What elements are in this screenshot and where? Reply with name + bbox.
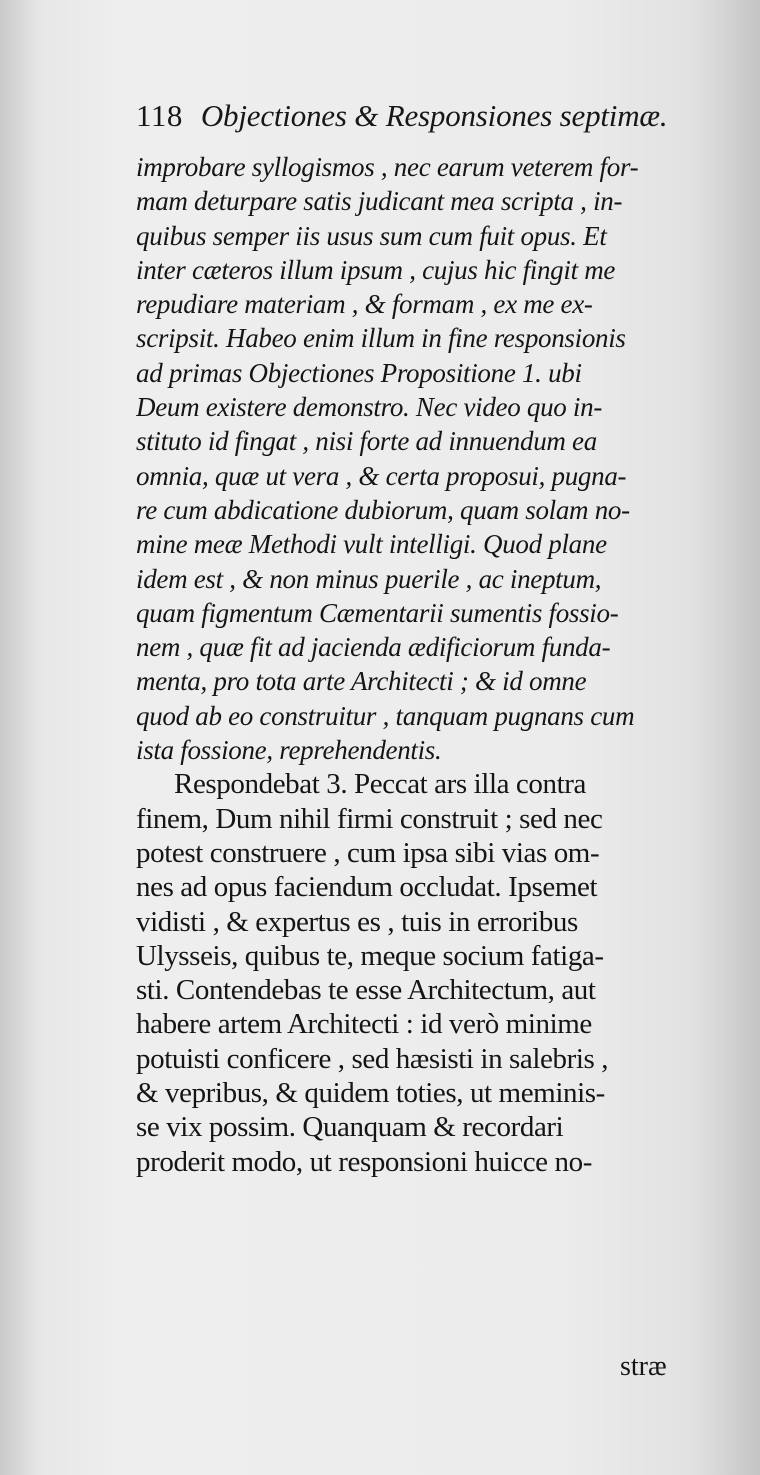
text-line: se vix possim. Quanquam & recordari [136,1111,564,1144]
catchword: stræ [620,1351,667,1382]
page-header [136,98,696,144]
text-line: scripsit. Habeo enim illum in fine responsionis [136,323,626,354]
text-line: finem, Dum nihil firmi construit ; sed nec [136,802,603,835]
text-line: stituto id fingat , nisi forte ad innuendum ea [136,426,597,457]
text-line: vidisti , & expertus es , tuis in erroribus [136,905,578,938]
text-line: Deum existere demonstro. Nec video quo in- [136,392,603,423]
page-number: 118 [136,98,183,133]
text-line: inter cæteros illum ipsum , cujus hic fingit me [136,254,616,285]
text-line: ad primas Objectiones Propositione 1. ubi [136,357,582,388]
text-line: sti. Contendebas te esse Architectum, aut [136,974,596,1007]
italic-passage [136,150,714,767]
text-line: quam figmentum Cæmentarii sumentis fossio- [136,597,619,628]
text-line: habere artem Architecti : id verò minime [136,1008,592,1041]
text-line: quod ab eo construitur , tanquam pugnans cum [136,700,635,731]
text-line: mine meæ Methodi vult intelligi. Quod plane [136,529,607,560]
text-line: quibus semper iis usus sum cum fuit opus. Et [136,220,607,251]
text-line: improbare syllogismos , nec earum veterem for- [136,152,639,182]
text-line: Respondebat 3. Peccat ars illa contra [174,768,586,801]
text-line: ista fossione, reprehendentis. [136,735,442,766]
text-line: nes ad opus faciendum occludat. Ipsemet [136,871,598,904]
text-line: idem est , & non minus puerile , ac ineptum, [136,563,602,594]
text-line: omnia, quæ ut vera , & certa proposui, pugna- [136,460,627,491]
text-line: potuisti conficere , sed hæsisti in salebris , [136,1042,609,1075]
text-line: repudiare materiam , & formam , ex me ex- [136,289,593,320]
text-line: & vepribus, & quidem toties, ut meminis- [136,1077,605,1110]
text-line: proderit modo, ut responsioni huicce no- [136,1145,592,1178]
main-text [136,150,714,1179]
roman-passage [136,767,714,1179]
text-line: re cum abdicatione dubiorum, quam solam no- [136,494,630,525]
text-line: nem , quæ fit ad jacienda ædificiorum funda- [136,632,611,663]
running-title: Objectiones & Responsiones septimæ. [200,98,668,133]
text-line: menta, pro tota arte Architecti ; & id omne [136,666,587,697]
text-line: potest construere , cum ipsa sibi vias om- [136,836,600,869]
text-line: Ulysseis, quibus te, meque socium fatiga- [136,939,604,972]
text-line: mam deturpare satis judicant mea scripta , in- [136,186,623,217]
